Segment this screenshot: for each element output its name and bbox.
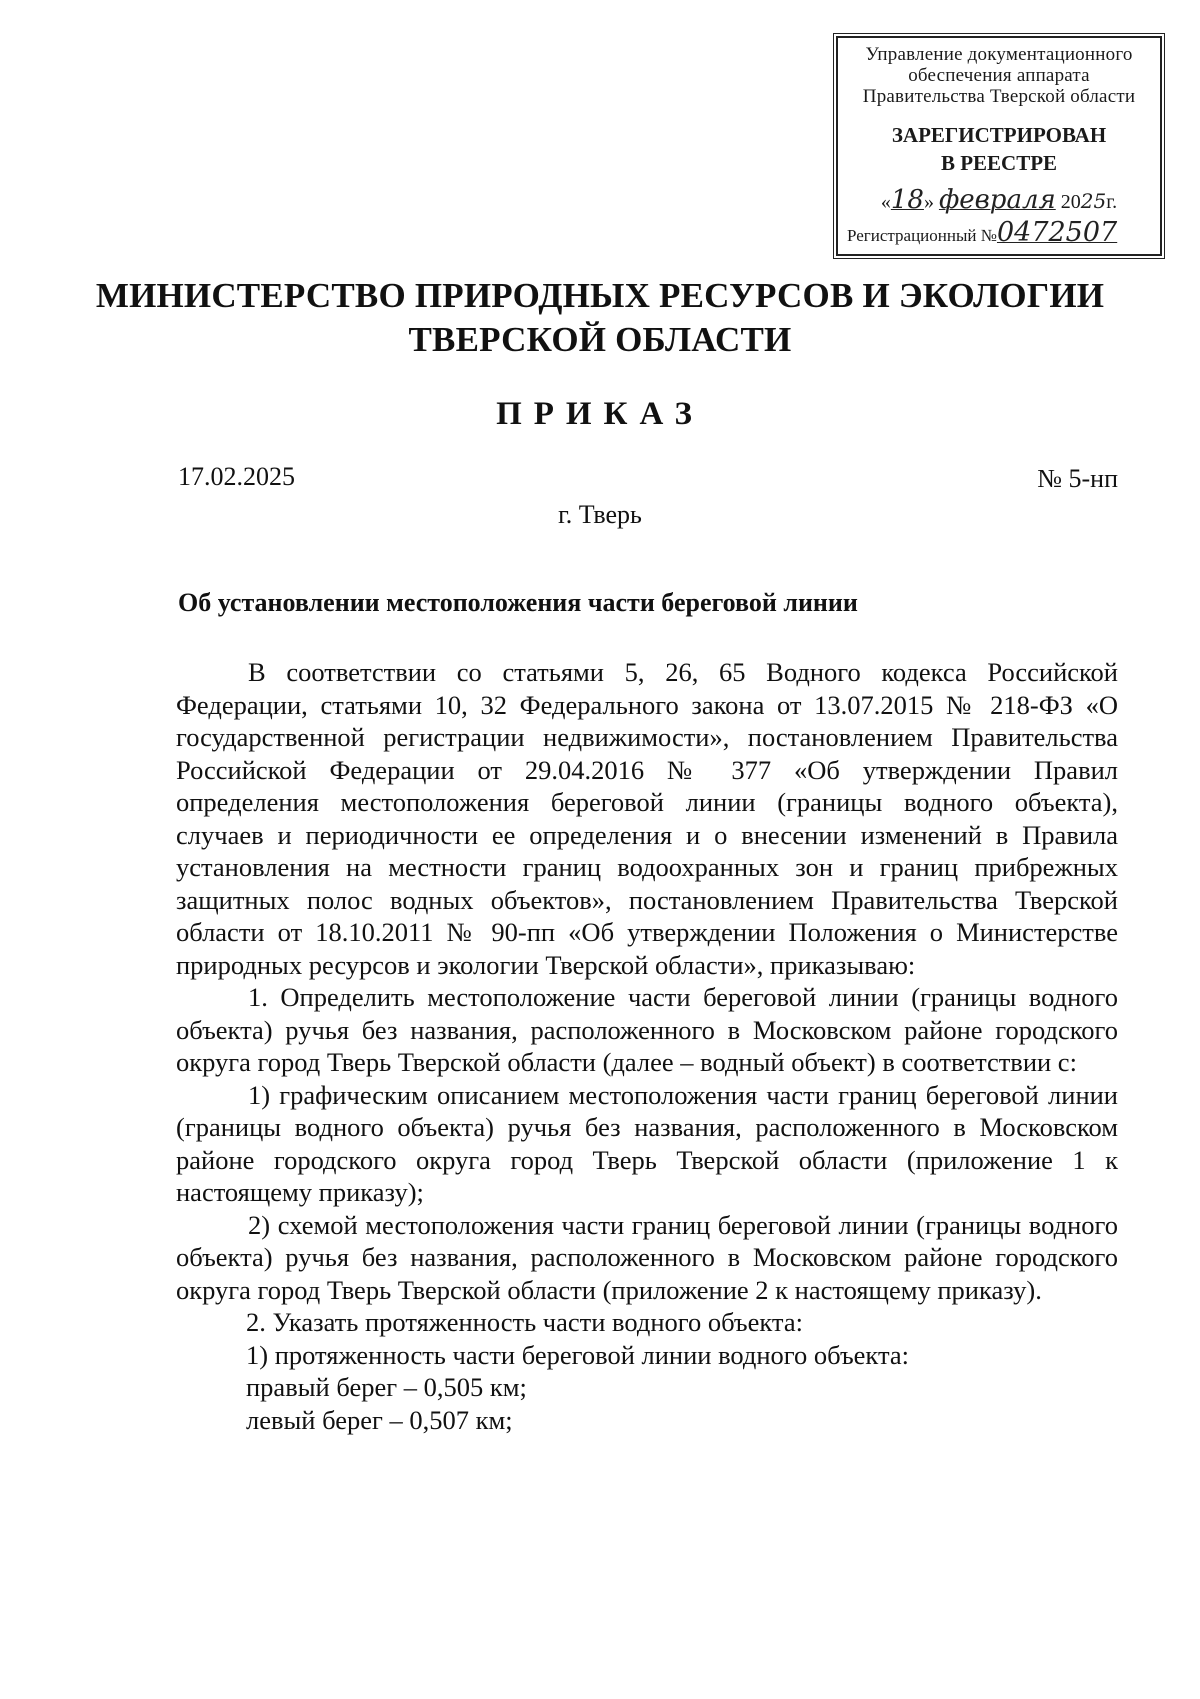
order-date: 17.02.2025 bbox=[178, 462, 295, 491]
stamp-date-month: февраля bbox=[938, 185, 1056, 215]
order-body bbox=[176, 656, 1118, 1436]
stamp-date-close-quote: » bbox=[923, 191, 934, 213]
stamp-number-line bbox=[838, 217, 1160, 248]
ministry-name bbox=[0, 274, 1200, 362]
order-city: г. Тверь bbox=[558, 500, 642, 529]
order-subject: Об установлении местоположения части береговой линии bbox=[178, 588, 858, 617]
body-paragraph: В соответствии со статьями 5, 26, 65 Водного кодекса Российской Федерации, статьями 10, 32 Федерального закона от 13.07.2015 № 218-ФЗ «О государственной регистрации недвижимости», постановлением Правительства Российской Федерации от 29.04.2016 № 377 «Об утверждении Правил определения местоположения береговой линии (границы водного объекта), случаев и периодичности ее определения и о внесении изменений в Правила установления на местности границ водоохранных зон и границ прибрежных защитных полос водных объектов», постановлением Правительства Тверской области от 18.10.2011 № 90-пп «Об утверждении Положения о Министерстве природных ресурсов и экологии Тверской области», приказываю: bbox=[176, 657, 1118, 980]
stamp-date-line bbox=[838, 187, 1160, 215]
stamp-registered-title bbox=[838, 121, 1160, 177]
stamp-date-year-prefix: 20 bbox=[1060, 191, 1081, 213]
body-paragraph: 1. Определить местоположение части береговой линии (границы водного объекта) ручья без названия, расположенного в Московском районе городского округа город Тверь Тверской области (далее – водный объект) в соответствии с: bbox=[176, 982, 1118, 1077]
ministry-name-line: МИНИСТЕРСТВО ПРИРОДНЫХ РЕСУРСОВ И ЭКОЛОГИИ bbox=[95, 276, 1105, 315]
stamp-org-line: Правительства Тверской области bbox=[862, 86, 1136, 107]
stamp-org-line: обеспечения аппарата bbox=[908, 65, 1090, 86]
order-number: № 5-нп bbox=[1037, 464, 1118, 493]
document-type: ПРИКАЗ bbox=[496, 396, 704, 432]
stamp-date-day: 18 bbox=[890, 185, 924, 215]
stamp-date-year: 25 bbox=[1080, 189, 1107, 213]
body-paragraph: правый берег – 0,505 км; bbox=[246, 1372, 527, 1402]
stamp-org-line: Управление документационного bbox=[865, 44, 1133, 65]
registration-stamp bbox=[836, 36, 1162, 256]
stamp-number-label: Регистрационный № bbox=[847, 226, 997, 245]
stamp-registered-line: ЗАРЕГИСТРИРОВАН bbox=[891, 123, 1107, 147]
body-paragraph: 1) графическим описанием местоположения части границ береговой линии (границы водного объекта) ручья без названия, расположенного в Московском районе городского округа город Тверь Тверской области (приложение 1 к настоящему приказу); bbox=[176, 1079, 1118, 1207]
stamp-registered-line: В РЕЕСТРЕ bbox=[940, 151, 1058, 175]
stamp-organization bbox=[838, 44, 1160, 107]
stamp-number-value: 0472507 bbox=[996, 217, 1118, 248]
body-paragraph: 1) протяженность части береговой линии водного объекта: bbox=[246, 1339, 909, 1370]
body-paragraph: 2. Указать протяженность части водного объекта: bbox=[246, 1307, 803, 1337]
body-paragraph: 2) схемой местоположения части границ береговой линии (границы водного объекта) ручья без названия, расположенного в Московском районе городского округа город Тверь Тверской области (приложение 2 к настоящему приказу). bbox=[176, 1209, 1118, 1305]
ministry-name-line: ТВЕРСКОЙ ОБЛАСТИ bbox=[408, 320, 792, 359]
body-paragraph: левый берег – 0,507 км; bbox=[246, 1404, 513, 1435]
stamp-date-open-quote: « bbox=[880, 191, 891, 213]
stamp-date-suffix: г. bbox=[1106, 191, 1118, 213]
